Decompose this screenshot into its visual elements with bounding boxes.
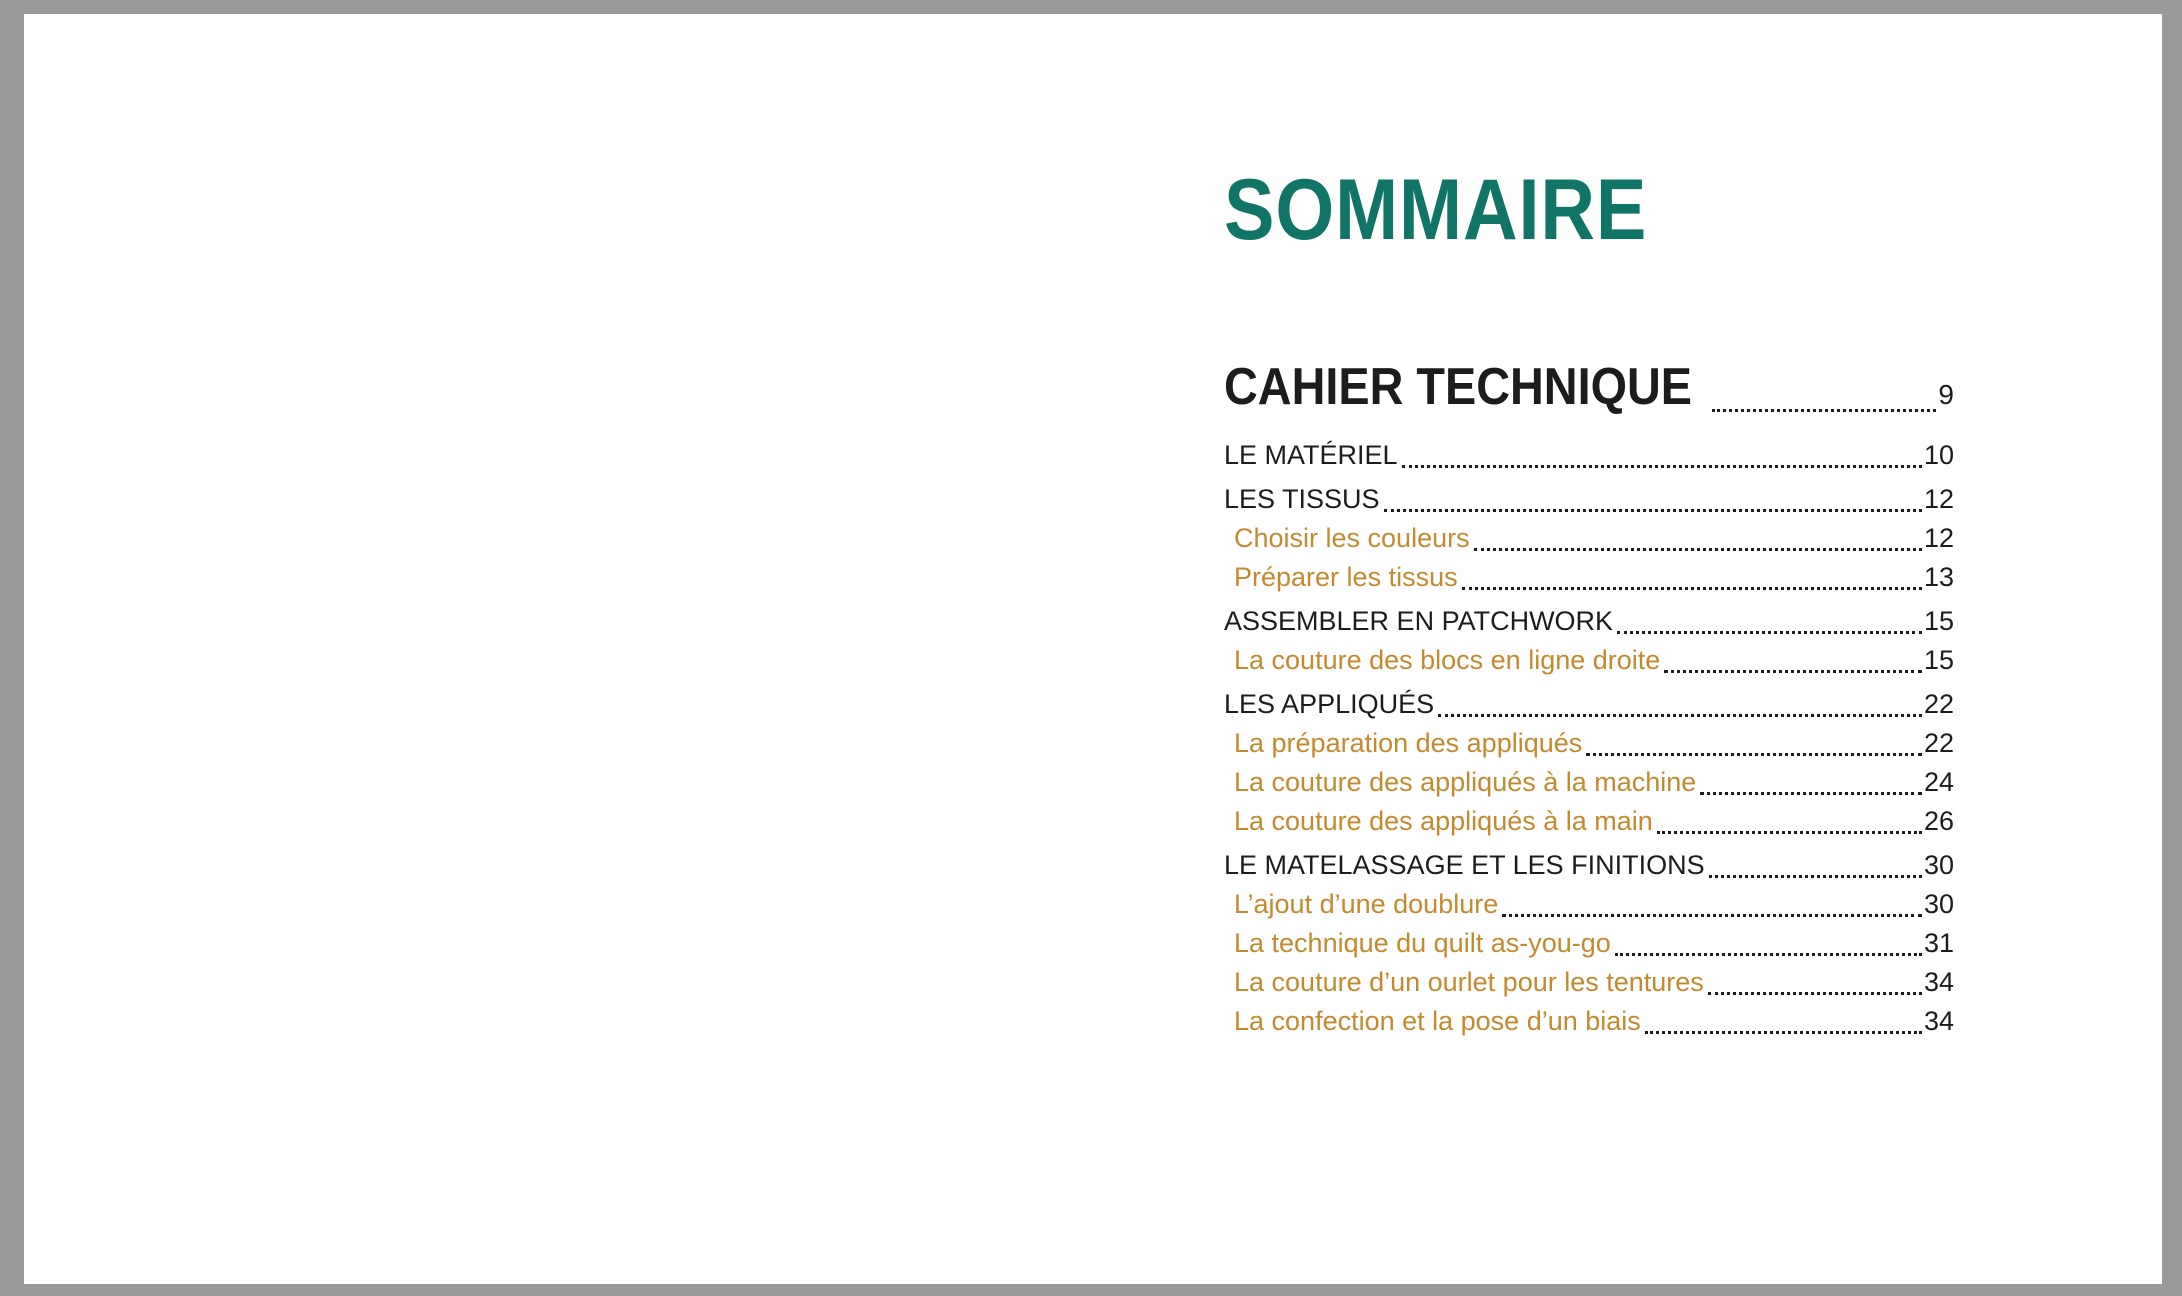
toc-entry <box>1224 685 1954 723</box>
toc-subentry-label: Choisir les couleurs <box>1234 523 1470 553</box>
toc-subentry-label: La couture des appliqués à la main <box>1234 806 1653 836</box>
toc-leader-dots <box>1700 792 1922 795</box>
toc-subentry-page: 31 <box>1923 928 1954 958</box>
toc-subentry-label: La couture des blocs en ligne droite <box>1234 645 1661 675</box>
toc-leader-dots <box>1438 714 1922 717</box>
toc-subentry-label: La préparation des appliqués <box>1234 728 1583 758</box>
toc-leader-dots <box>1712 409 1936 412</box>
toc-entry-page: 9 <box>1938 379 1954 410</box>
toc-leader-dots <box>1617 631 1922 634</box>
toc-subentry-label: L’ajout d’une doublure <box>1234 889 1499 919</box>
book-page <box>24 14 2162 1284</box>
toc-subentry-page: 13 <box>1923 562 1954 592</box>
toc-subentry <box>1224 1002 1954 1040</box>
toc-leader-dots <box>1664 670 1922 673</box>
toc-entry-label: LES APPLIQUÉS <box>1224 689 1435 719</box>
toc-subentry <box>1224 885 1954 923</box>
toc-leader-dots <box>1709 875 1922 878</box>
toc-leader-dots <box>1657 831 1922 834</box>
toc-subentry-page: 15 <box>1923 645 1954 675</box>
toc-entry-page: 12 <box>1923 484 1954 514</box>
toc-entry-page: 30 <box>1923 850 1954 880</box>
toc-leader-dots <box>1462 587 1922 590</box>
toc-subentry <box>1224 558 1954 596</box>
toc-leader-dots <box>1645 1031 1922 1034</box>
toc-entry <box>1224 846 1954 884</box>
toc-section-heading <box>1224 352 1954 422</box>
toc-entry <box>1224 436 1954 474</box>
toc-subentry-page: 34 <box>1923 1006 1954 1036</box>
toc-subentry-page: 34 <box>1923 967 1954 997</box>
toc-subentry-label: La technique du quilt as-you-go <box>1234 928 1611 958</box>
toc-entry-page: 10 <box>1923 440 1954 470</box>
toc-entry-label: LE MATELASSAGE ET LES FINITIONS <box>1224 850 1705 880</box>
toc-subentry-label: Préparer les tissus <box>1234 562 1458 592</box>
toc-subentry-label: La couture des appliqués à la machine <box>1234 767 1697 797</box>
toc-entry <box>1224 602 1954 640</box>
toc-leader-dots <box>1502 914 1922 917</box>
toc-entry-label: LES TISSUS <box>1224 484 1380 514</box>
toc-subentry-label: La couture d’un ourlet pour les tentures <box>1234 967 1704 997</box>
toc-leader-dots <box>1615 953 1922 956</box>
toc-subentry-page: 30 <box>1923 889 1954 919</box>
toc-subentry <box>1224 641 1954 679</box>
toc-subentry <box>1224 802 1954 840</box>
toc-leader-dots <box>1384 509 1922 512</box>
toc-leader-dots <box>1474 548 1922 551</box>
toc-subentry <box>1224 519 1954 557</box>
toc-subentry <box>1224 763 1954 801</box>
toc-entry-label: LE MATÉRIEL <box>1224 440 1398 470</box>
toc-subentry <box>1224 963 1954 1001</box>
toc-entry <box>1224 480 1954 518</box>
toc-entry-label: ASSEMBLER EN PATCHWORK <box>1224 606 1614 636</box>
toc-subentry-page: 26 <box>1923 806 1954 836</box>
toc-entry-page: 15 <box>1923 606 1954 636</box>
toc-entry-page: 22 <box>1923 689 1954 719</box>
toc-leader-dots <box>1402 465 1922 468</box>
toc-subentry-label: La confection et la pose d’un biais <box>1234 1006 1641 1036</box>
toc-subentry <box>1224 924 1954 962</box>
toc-subentry-page: 22 <box>1923 728 1954 758</box>
page-title: SOMMAIRE <box>1224 162 1648 258</box>
toc-leader-dots <box>1708 992 1922 995</box>
toc-subentry-page: 24 <box>1923 767 1954 797</box>
toc-subentry-page: 12 <box>1923 523 1954 553</box>
toc-leader-dots <box>1586 753 1922 756</box>
toc-subentry <box>1224 724 1954 762</box>
toc-entry-label: CAHIER TECHNIQUE <box>1224 358 1693 416</box>
